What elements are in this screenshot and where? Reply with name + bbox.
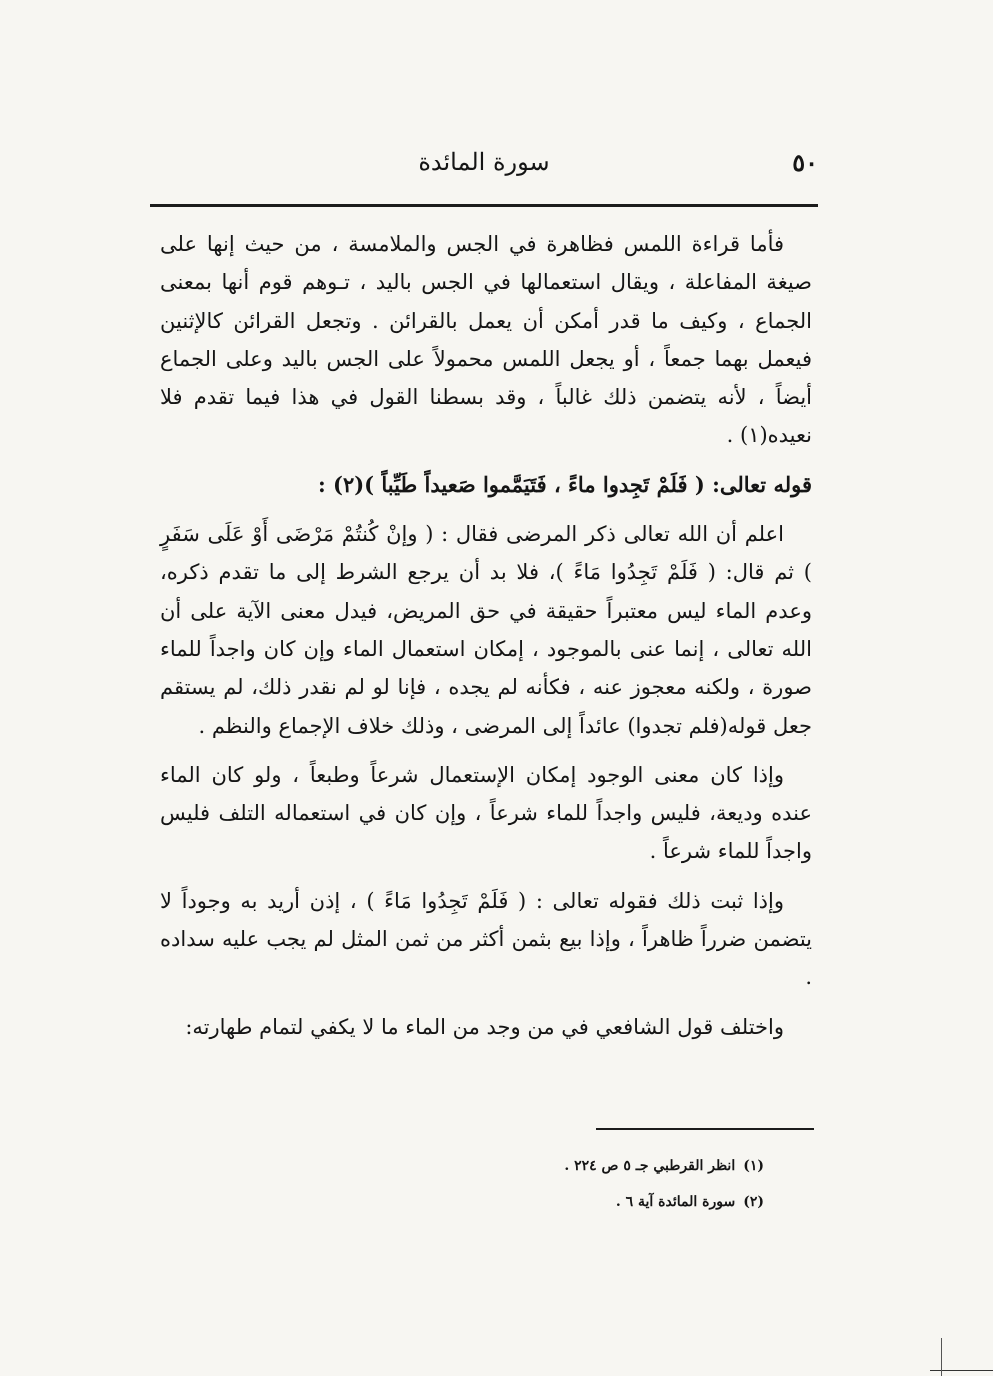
page-number: ٥٠ [792,148,818,177]
paragraph-1: فأما قراءة اللمس فظاهرة في الجس والملامسة ، من حيث إنها على صيغة المفاعلة ، ويقال استعمالها في الجس باليد ، تـوهم قوم أنها بمعنى الجماع ، وكيف ما قدر أمكن أن يعمل بالقرائن . وتجعل القرائن كالإثنين فيعمل بهما جمعاً ، أو يجعل اللمس محمولاً على الجس باليد وعلى الجماع أيضاً ، لأنه يتضمن ذلك غالباً ، وقد بسطنا القول في هذا فيما تقدم فلا نعيده(١) . [160,232,812,448]
footnote-2 [400,1184,764,1220]
running-title: سورة المائدة [418,148,550,176]
footnotes [400,1148,764,1220]
scan-edge-line [941,1338,942,1376]
footnote-text: انظر القرطبي جـ ٥ ص ٢٢٤ . [564,1158,736,1174]
footnote-mark: (١) [743,1158,764,1174]
page-header [150,148,818,188]
verse-heading: قوله تعالى: ( فَلَمْ تَجِدوا ماءً ، فَتَيَمَّموا صَعيداً طَيِّباً )(٢) : [317,471,812,497]
footnote-1 [400,1148,764,1184]
footnote-mark: (٢) [743,1194,764,1210]
paragraph-4: وإذا كان معنى الوجود إمكان الإستعمال شرعاً وطبعاً ، ولو كان الماء عنده وديعة، فليس واجداً للماء شرعاً ، وإن كان في استعماله التلف فليس واجداً للماء شرعاً . [160,762,812,864]
paragraph-3: اعلم أن الله تعالى ذكر المرضى فقال : ( وإنْ كُنتُمْ مَرْضَى أَوْ عَلَى سَفَرٍ ) ثم قال: ( فَلَمْ تَجِدُوا مَاءً )، فلا بد أن يرجع الشرط إلى ما تقدم ذكره، وعدم الماء ليس معتبراً حقيقة في حق المريض، فيدل معنى الآية على أن الله تعالى ، إنما عنى بالموجود ، إمكان استعمال الماء وإن كان واجداً للماء صورة ، ولكنه معجوز عنه ، فكأنه لم يجده ، فإنا لو لم نقدر ذلك، لم يستقم جعل قوله(فلم تجدوا) عائداً إلى المرضى ، وذلك خلاف الإجماع والنظم . [160,522,812,738]
scan-edge-line [930,1370,993,1371]
footnote-text: سورة المائدة آية ٦ . [615,1194,736,1210]
paragraph-5: وإذا ثبت ذلك فقوله تعالى : ( فَلَمْ تَجِدُوا مَاءً ) ، إذن أريد به وجوداً لا يتضمن ضرراً ظاهراً ، وإذا بيع بثمن أكثر من ثمن المثل لم يجب عليه سداده . [160,888,812,990]
header-rule [150,204,818,207]
footnote-rule [596,1128,814,1130]
paragraph-6: واختلف قول الشافعي في من وجد من الماء ما لا يكفي لتمام طهارته: [185,1014,784,1039]
body-text [160,225,812,1057]
